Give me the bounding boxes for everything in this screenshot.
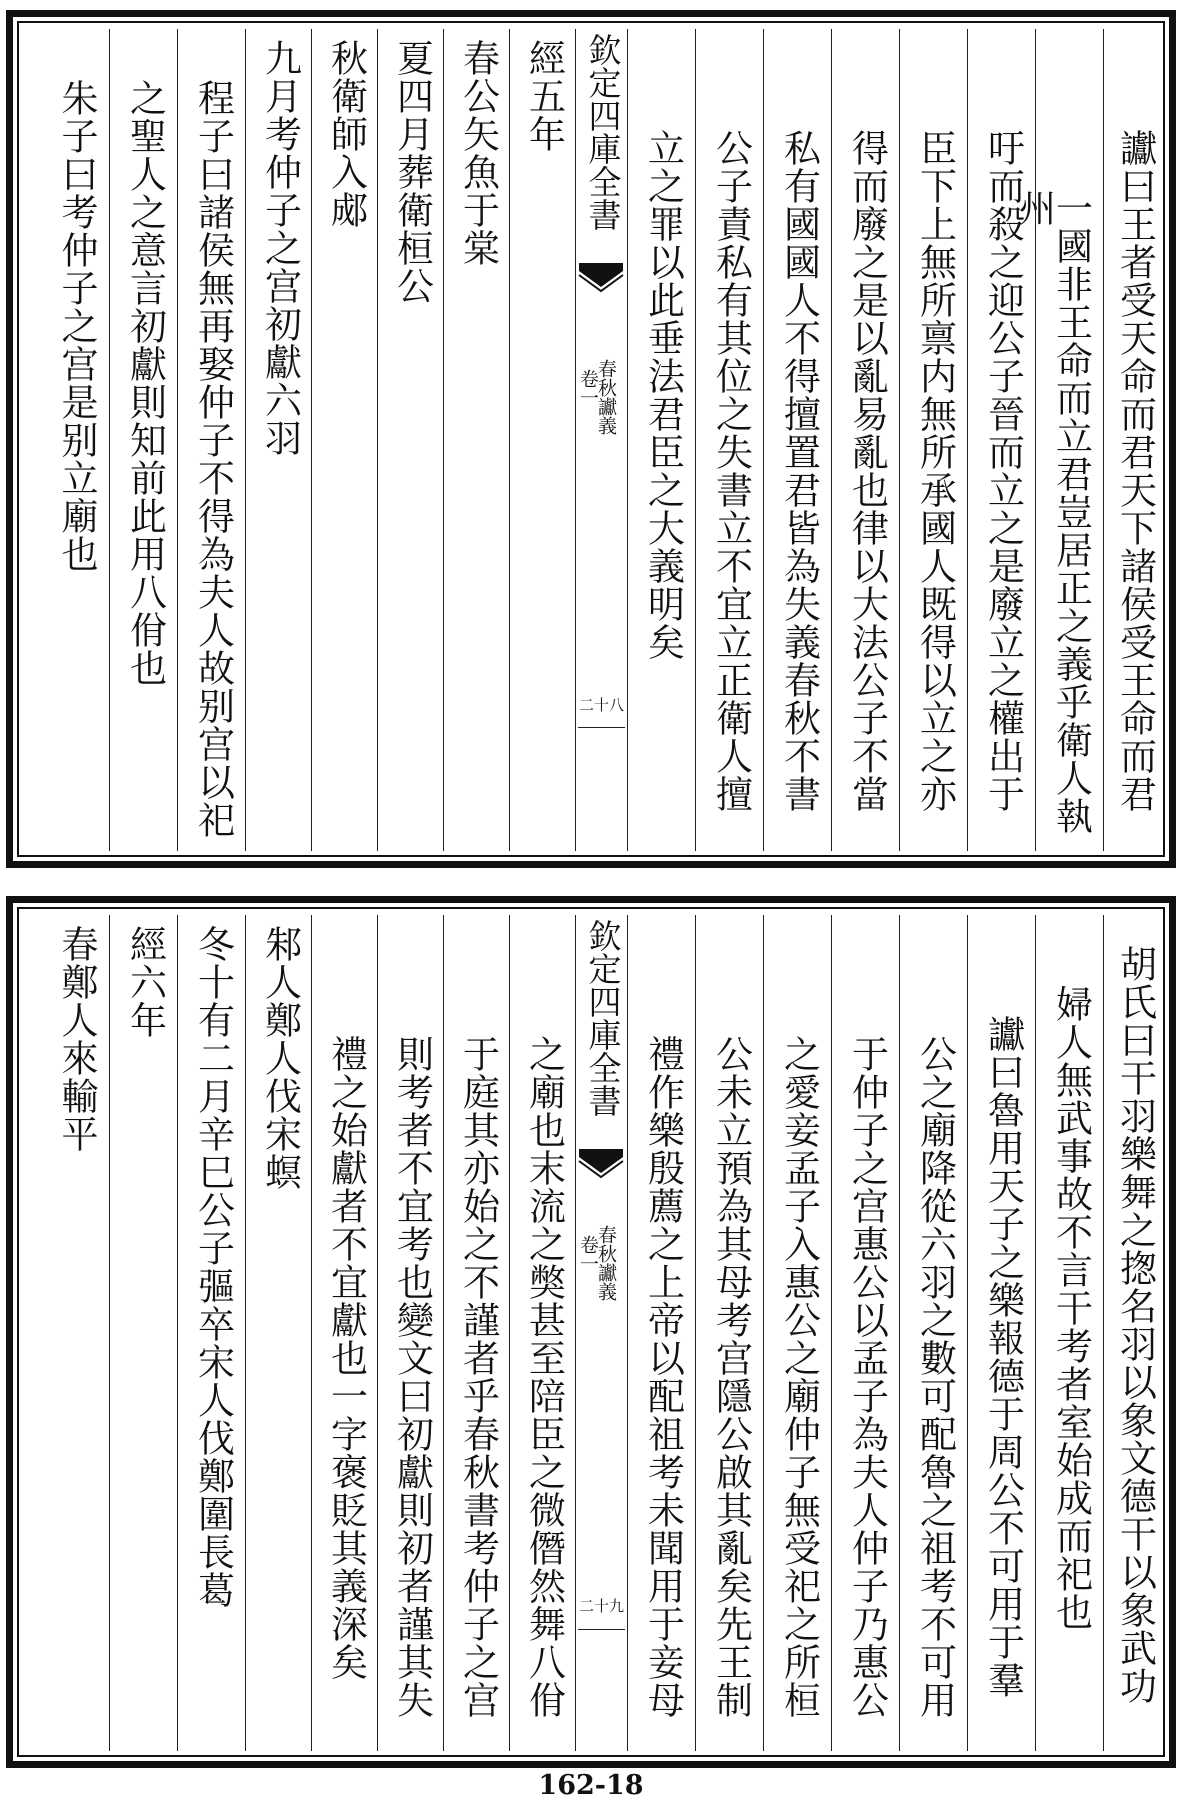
text-column: 禮作樂殷薦之上帝以配祖考未聞用于妾母	[641, 1035, 685, 1719]
top-left-col-5	[245, 29, 311, 851]
page-number-rule	[578, 1629, 625, 1630]
text-column: 立之罪以此垂法君臣之大義明矣	[641, 129, 685, 661]
book-title: 春秋讞義	[595, 1225, 617, 1301]
text-column: 秋衛師入郕	[324, 39, 368, 229]
volume-label: 卷一	[577, 1235, 599, 1273]
bottom-left-col-1	[245, 915, 311, 1751]
text-column: 則考者不宜考也變文曰初獻則初者謹其失	[390, 1035, 434, 1719]
top-right-col-6	[763, 29, 831, 851]
text-column: 婦人無武事故不言干考者室始成而祀也	[1049, 985, 1093, 1631]
top-center-strip	[575, 29, 627, 851]
bottom-right-col-6	[763, 915, 831, 1751]
bottom-left-col-2	[177, 915, 245, 1751]
top-left-col-3	[377, 29, 443, 851]
text-column: 之愛妾孟子入惠公之廟仲子無受祀之所桓	[777, 1035, 821, 1719]
text-column: 公未立預為其母考宫隱公啟其亂矣先王制	[709, 1035, 753, 1719]
bottom-page-frame	[17, 907, 1165, 1757]
text-column: 公子責私有其位之失書立不宜立正衛人擅	[709, 129, 753, 813]
text-column: 讞曰魯用天子之樂報德于周公不可用于羣	[981, 1015, 1025, 1699]
bottom-right-col-2	[1035, 915, 1103, 1751]
text-column: 禮之始獻者不宜獻也一字褒貶其義深矣	[324, 1035, 368, 1681]
text-column: 春公矢魚于棠	[456, 39, 500, 267]
top-left-col-7	[109, 29, 177, 851]
top-left-col-6	[177, 29, 245, 851]
text-column: 公之廟降從六羽之數可配魯之祖考不可用	[913, 1035, 957, 1719]
text-column: 吁而殺之迎公子晉而立之是廢立之權出于	[981, 129, 1025, 813]
page-number-rule	[578, 727, 625, 728]
page-header-title: 欽定四庫全書	[583, 919, 623, 1117]
bottom-right-col-9	[509, 915, 575, 1751]
top-left-col-2	[443, 29, 509, 851]
top-left-col-8	[41, 29, 109, 851]
top-left-col-4	[311, 29, 377, 851]
bottom-right-col-10	[443, 915, 509, 1751]
bottom-right-col-12	[311, 915, 377, 1751]
book-title: 春秋讞義	[595, 359, 617, 435]
text-column: 冬十有二月辛巳公子彄卒宋人伐鄭圍長葛	[191, 925, 235, 1609]
text-column: 經六年	[123, 925, 167, 1039]
top-right-col-7	[695, 29, 763, 851]
text-column: 春鄭人來輸平	[55, 925, 98, 1153]
text-column: 一國非王命而立君豈居正之義乎衛人執州	[1012, 189, 1093, 835]
fish-tail-mark-icon	[577, 261, 625, 295]
bottom-left-col-3	[109, 915, 177, 1751]
top-right-col-8	[627, 29, 695, 851]
bottom-right-col-11	[377, 915, 443, 1751]
text-column: 于庭其亦始之不謹者乎春秋書考仲子之宫	[456, 1035, 500, 1719]
text-column: 邾人鄭人伐宋螟	[258, 925, 302, 1191]
text-column: 經五年	[522, 39, 566, 153]
top-right-col-2	[1012, 29, 1103, 851]
text-column: 之廟也末流之獘甚至陪臣之微僭然舞八佾	[522, 1035, 566, 1719]
bottom-center-strip	[575, 915, 627, 1751]
text-column: 朱子曰考仲子之宫是别立廟也	[55, 79, 98, 573]
text-column: 于仲子之宫惠公以孟子為夫人仲子乃惠公	[845, 1035, 889, 1719]
bottom-right-col-8	[627, 915, 695, 1751]
footer-page-id: 162-18	[538, 1770, 644, 1801]
text-column: 得而廢之是以亂易亂也律以大法公子不當	[845, 129, 889, 813]
top-page-panel	[6, 10, 1176, 868]
top-right-col-4	[899, 29, 967, 851]
fish-tail-mark-icon	[577, 1147, 625, 1181]
volume-label: 卷一	[577, 369, 599, 407]
page-number: 二十八	[578, 696, 624, 714]
text-column: 胡氏曰干羽樂舞之揔名羽以象文德干以象武功	[1113, 945, 1157, 1705]
bottom-left-col-4	[41, 915, 109, 1751]
text-column: 臣下上無所禀内無所承國人既得以立之亦	[913, 129, 957, 813]
text-column: 夏四月葬衛桓公	[390, 39, 434, 305]
top-left-col-1	[509, 29, 575, 851]
page-number: 二十九	[578, 1597, 624, 1615]
text-column: 程子曰諸侯無再娶仲子不得為夫人故别宫以祀	[191, 79, 235, 839]
text-column: 私有國國人不得擅置君皆為失義春秋不書	[777, 129, 821, 813]
text-column: 之聖人之意言初獻則知前此用八佾也	[123, 79, 167, 687]
top-right-col-1	[1103, 29, 1163, 851]
page-header-title: 欽定四庫全書	[583, 33, 623, 231]
bottom-right-col-7	[695, 915, 763, 1751]
bottom-page-panel	[6, 896, 1176, 1768]
bottom-right-col-3	[967, 915, 1035, 1751]
top-right-col-3	[967, 29, 1035, 851]
bottom-right-col-5	[831, 915, 899, 1751]
top-page-frame	[17, 21, 1165, 857]
text-column: 九月考仲子之宫初獻六羽	[258, 39, 302, 457]
bottom-right-col-1	[1103, 915, 1163, 1751]
bottom-right-col-4	[899, 915, 967, 1751]
top-right-col-5	[831, 29, 899, 851]
text-column: 讞曰王者受天命而君天下諸侯受王命而君	[1113, 129, 1157, 813]
